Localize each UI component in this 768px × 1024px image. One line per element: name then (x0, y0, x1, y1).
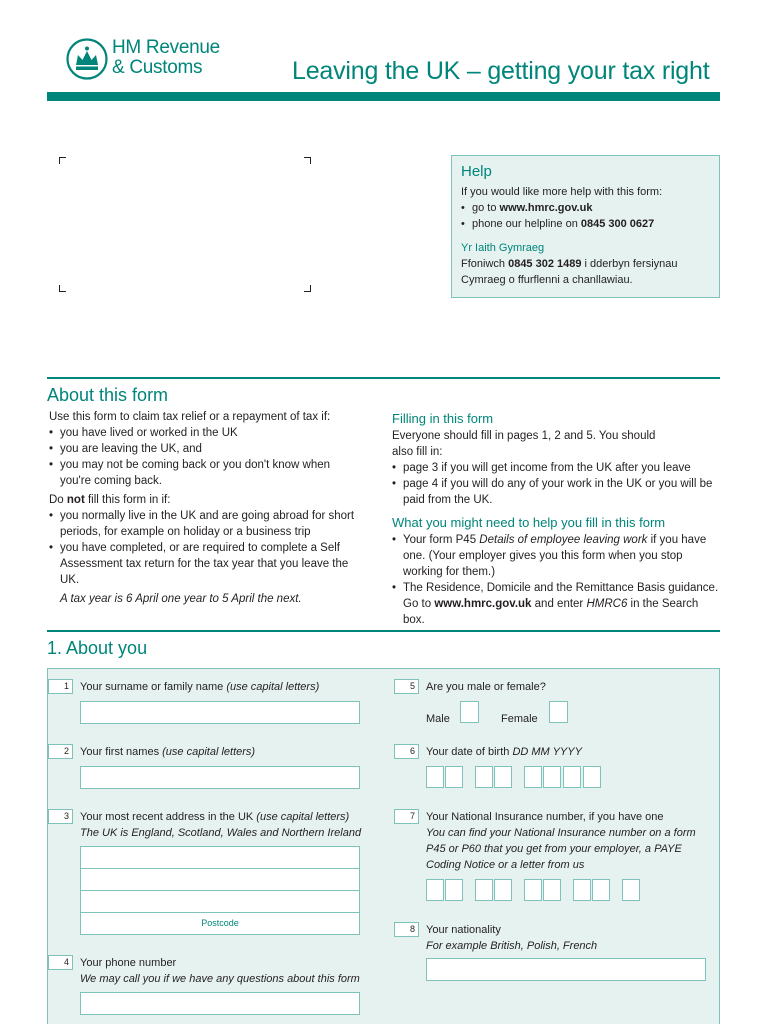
list-item: • page 4 if you will do any of your work in the UK or you will be paid from the UK. (392, 476, 722, 508)
question-number: 8 (394, 922, 419, 937)
question-number: 3 (48, 809, 73, 824)
help-web: • go to www.hmrc.gov.uk (461, 200, 710, 216)
guidance-link[interactable]: www.hmrc.gov.uk (434, 598, 532, 610)
first-names-input[interactable] (80, 766, 360, 789)
section-rule (47, 630, 720, 632)
postcode-label: Postcode (201, 918, 239, 928)
list-item: • you are leaving the UK, and (49, 441, 359, 457)
first-names-label: Your first names (use capital letters) (80, 746, 256, 758)
page-title: Leaving the UK – getting your tax right (292, 57, 710, 85)
address-line-3-input[interactable] (80, 890, 360, 913)
address-window-corner (304, 285, 311, 292)
dob-label: Your date of birth DD MM YYYY (426, 746, 582, 758)
address-window-corner (59, 285, 66, 292)
welsh-heading: Yr Iaith Gymraeg (461, 242, 545, 254)
list-item: • The Residence, Domicile and the Remittance Basis guidance. Go to www.hmrc.gov.uk and enter HMRC6 in the Search box. (392, 580, 722, 628)
address-window-corner (59, 157, 66, 164)
address-line-1-input[interactable] (80, 846, 360, 869)
help-phone: • phone our helpline on 0845 300 0627 (461, 216, 710, 232)
about-intro: Use this form to claim tax relief or a repayment of tax if: (49, 411, 331, 423)
sex-label: Are you male or female? (426, 681, 546, 693)
surname-label: Your surname or family name (use capital letters) (80, 681, 320, 693)
address-line-2-input[interactable] (80, 868, 360, 891)
tax-year-note: A tax year is 6 April one year to 5 April the next. (60, 593, 302, 605)
question-number: 7 (394, 809, 419, 824)
about-left-column (49, 409, 369, 607)
phone-input[interactable] (80, 992, 360, 1015)
female-label: Female (501, 713, 538, 725)
male-label: Male (426, 713, 450, 725)
nationality-input[interactable] (426, 958, 706, 981)
about-right-column (392, 410, 722, 628)
ni-number-label: Your National Insurance number, if you have one You can find your National Insurance number on a form P45 or P60 that you get from your employer, a PAYE Coding Notice or a letter from us (426, 811, 696, 871)
ni-number-input[interactable] (426, 879, 646, 901)
welsh-text: Ffoniwch 0845 302 1489 i dderbyn fersiynau Cymraeg o ffurflenni a chanllawiau. (461, 258, 678, 286)
list-item: • you normally live in the UK and are going abroad for short periods, for example on holiday or a business trip (49, 508, 363, 540)
filling-heading: Filling in this form (392, 411, 494, 426)
address-label: Your most recent address in the UK (use capital letters) The UK is England, Scotland, Wales and Northern Ireland (80, 811, 362, 839)
hmrc-crest-icon (66, 38, 108, 80)
donot-intro: Do not fill this form in if: (49, 494, 171, 506)
filling-intro: Everyone should fill in pages 1, 2 and 5. You should also fill in: (392, 430, 656, 458)
phone-label: Your phone number We may call you if we have any questions about this form (80, 957, 360, 985)
question-number: 6 (394, 744, 419, 759)
title-rule (47, 92, 720, 101)
list-item: • page 3 if you will get income from the UK after you leave (392, 460, 722, 476)
question-number: 2 (48, 744, 73, 759)
need-heading: What you might need to help you fill in this form (392, 515, 666, 530)
section-1-heading: 1. About you (47, 638, 148, 658)
help-box (451, 155, 720, 298)
about-heading: About this form (47, 385, 169, 405)
help-intro: If you would like more help with this form: (461, 186, 663, 198)
surname-input[interactable] (80, 701, 360, 724)
dob-input[interactable] (426, 766, 606, 788)
list-item: • Your form P45 Details of employee leaving work if you have one. (Your employer gives you this form when you stop working for them.) (392, 532, 722, 580)
list-item: • you have lived or worked in the UK (49, 425, 359, 441)
address-window-corner (304, 157, 311, 164)
question-number: 5 (394, 679, 419, 694)
help-heading: Help (461, 163, 492, 180)
nationality-label: Your nationality For example British, Polish, French (426, 924, 598, 952)
list-item: • you have completed, or are required to complete a Self Assessment tax return for the tax year that you leave the UK. (49, 540, 363, 588)
female-checkbox[interactable] (549, 701, 568, 723)
help-web-link[interactable]: www.hmrc.gov.uk (499, 202, 593, 214)
question-number: 1 (48, 679, 73, 694)
question-number: 4 (48, 955, 73, 970)
male-checkbox[interactable] (460, 701, 479, 723)
organisation-name: HM Revenue & Customs (112, 37, 220, 78)
list-item: • you may not be coming back or you don't know when you're coming back. (49, 457, 359, 489)
section-rule (47, 377, 720, 379)
section-1-panel (47, 668, 720, 1024)
postcode-input[interactable] (80, 912, 360, 935)
